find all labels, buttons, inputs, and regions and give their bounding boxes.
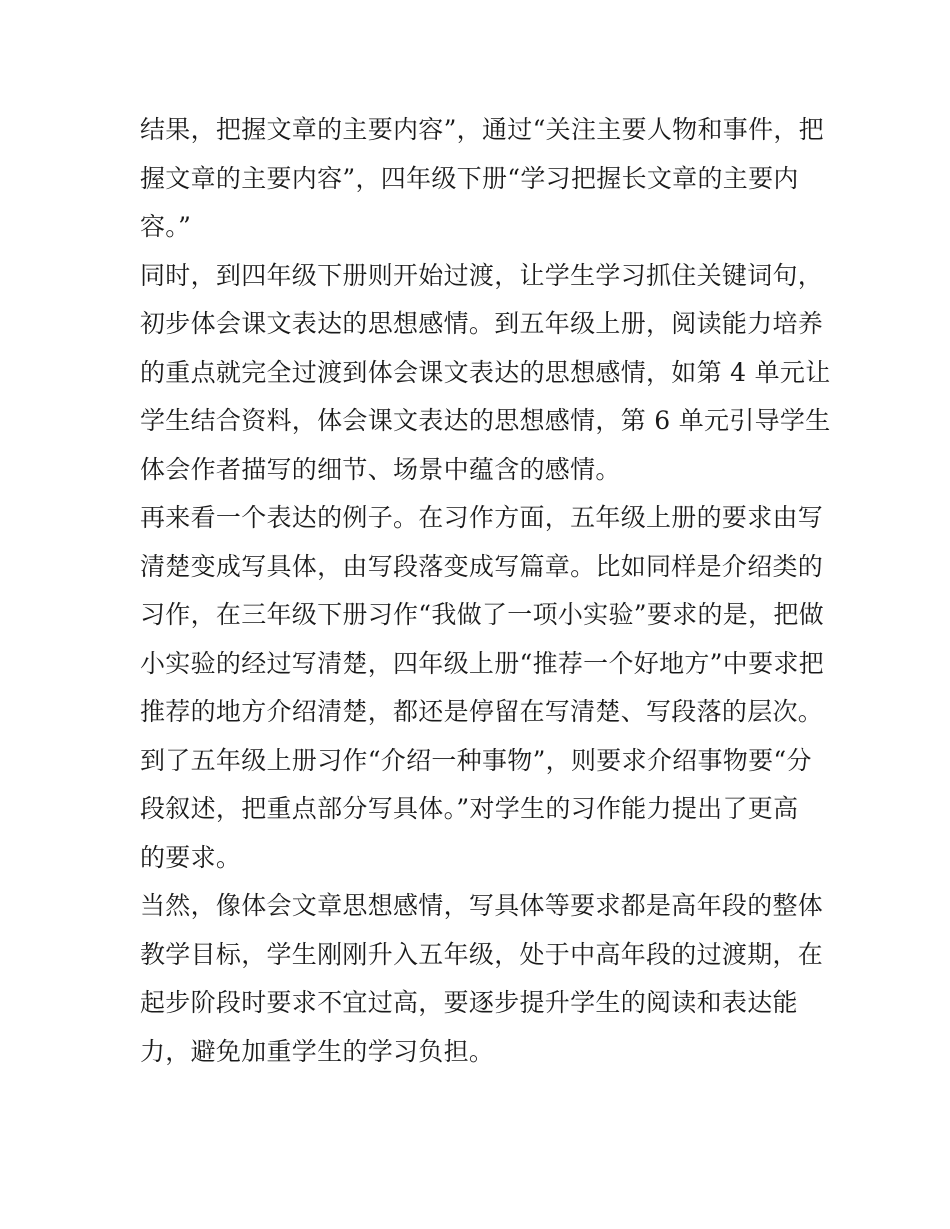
body-text: [140, 106, 831, 1076]
text-line: 握文章的主要内容”，四年级下册“学习把握长文章的主要内: [140, 163, 799, 193]
text-line: 容。”: [140, 212, 192, 241]
text-line: 段叙述，把重点部分写具体。”对学生的习作能力提出了更高: [140, 794, 799, 823]
text-line: 的要求。: [140, 842, 242, 872]
text-line: 到了五年级上册习作“介绍一种事物”，则要求介绍事物要“分: [140, 745, 812, 775]
text-line: 推荐的地方介绍清楚，都还是停留在写清楚、写段落的层次。: [140, 697, 824, 726]
text-line: 初步体会课文表达的思想感情。到五年级上册，阅读能力培养: [140, 309, 824, 338]
text-line: 同时，到四年级下册则开始过渡，让学生学习抓住关键词句，: [140, 260, 824, 290]
text-line: 体会作者描写的细节、场景中蕴含的感情。: [140, 454, 621, 484]
text-line: 当然，像体会文章思想感情，写具体等要求都是高年段的整体: [140, 891, 824, 920]
text-line: 小实验的经过写清楚，四年级上册“推荐一个好地方”中要求把: [140, 648, 824, 678]
text-line: 结果，把握文章的主要内容”，通过“关注主要人物和事件，把: [140, 115, 824, 144]
text-line: 起步阶段时要求不宜过高，要逐步提升学生的阅读和表达能: [140, 988, 798, 1017]
text-line: 再来看一个表达的例子。在习作方面，五年级上册的要求由写: [140, 503, 824, 532]
text-line: 清楚变成写具体，由写段落变成写篇章。比如同样是介绍类的: [140, 551, 824, 581]
text-line: 力，避免加重学生的学习负担。: [140, 1036, 495, 1066]
text-line: 习作，在三年级下册习作“我做了一项小实验”要求的是，把做: [140, 600, 824, 629]
text-line: 教学目标，学生刚刚升入五年级，处于中高年段的过渡期，在: [140, 939, 824, 969]
text-line: 的重点就完全过渡到体会课文表达的思想感情，如第 4 单元让: [140, 357, 831, 387]
text-line: 学生结合资料，体会课文表达的思想感情，第 6 单元引导学生: [140, 406, 831, 435]
